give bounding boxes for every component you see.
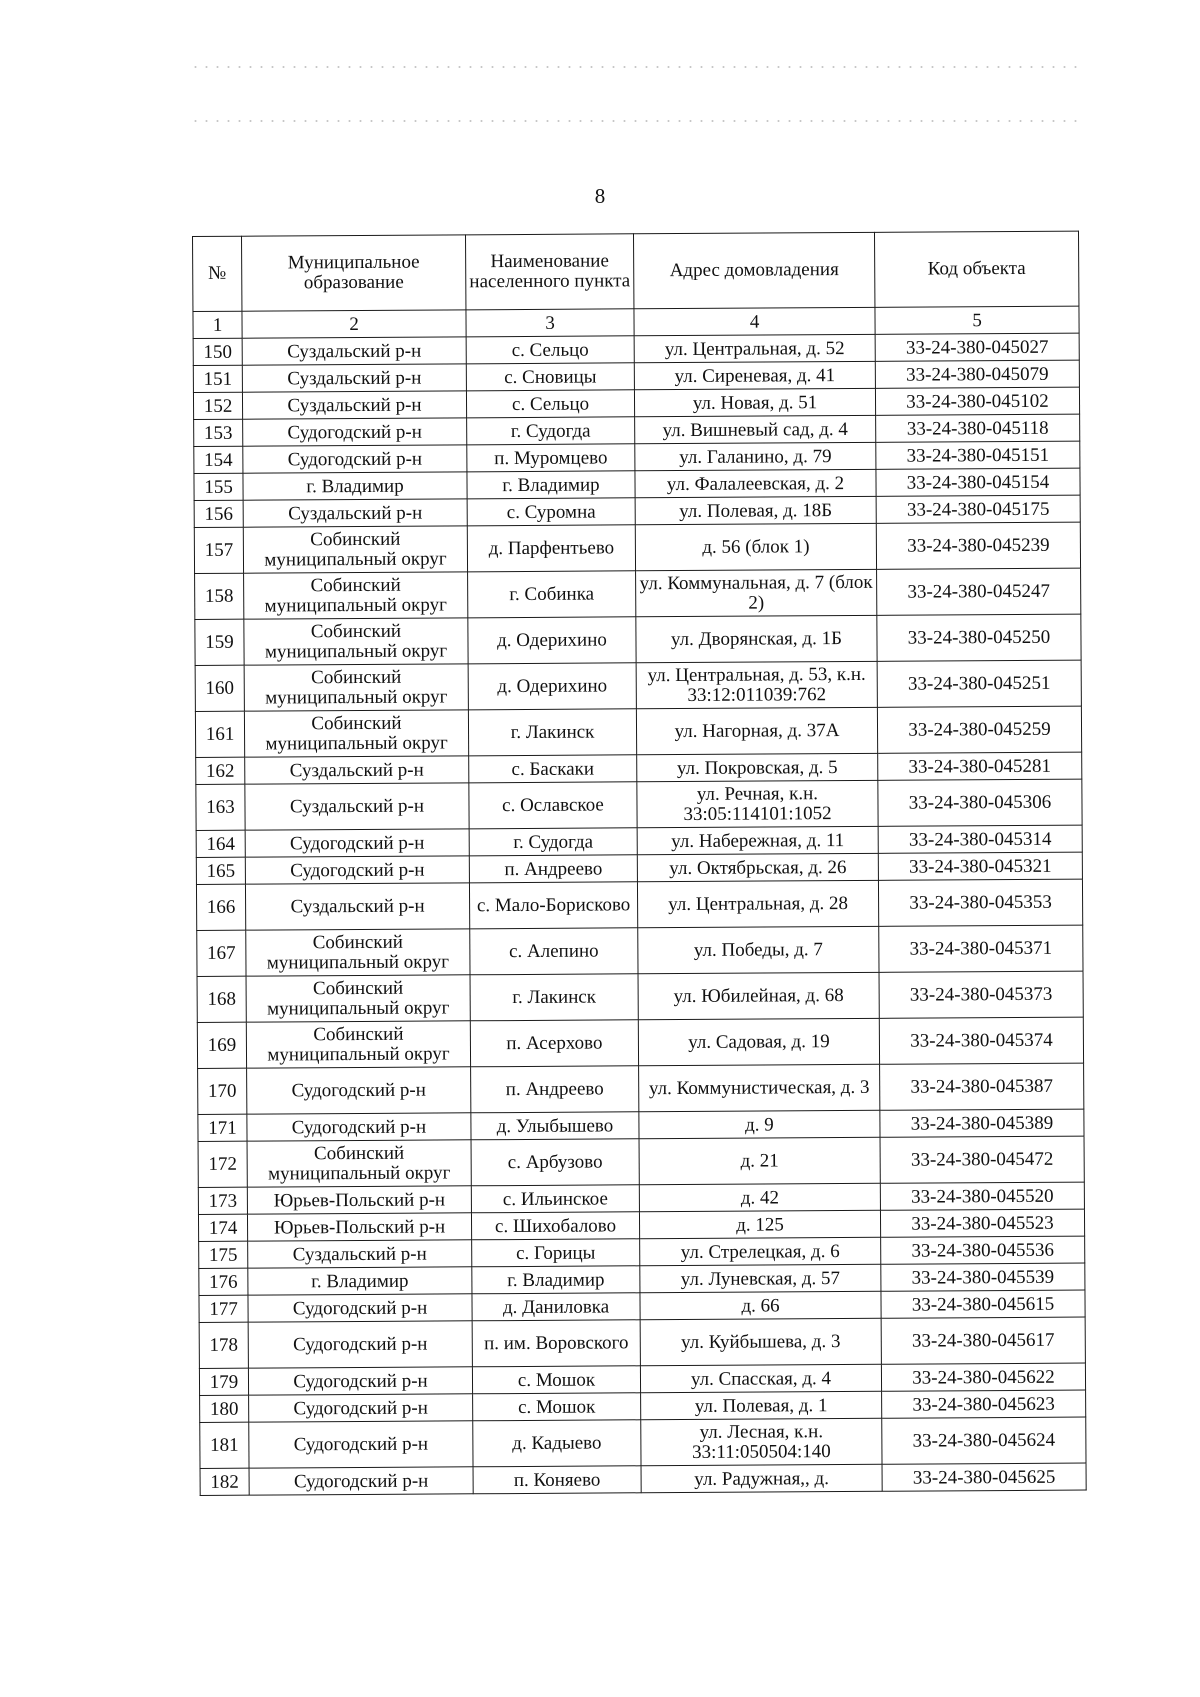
object-code-cell: 33-24-380-045373 bbox=[879, 971, 1083, 1018]
scan-artifact bbox=[190, 120, 1080, 122]
header-municipality: Муниципальное образование bbox=[242, 235, 466, 311]
row-number: 155 bbox=[194, 473, 243, 500]
municipality-cell: Судогодский р-н bbox=[243, 418, 467, 446]
object-code-cell: 33-24-380-045624 bbox=[882, 1417, 1086, 1464]
settlement-cell: с. Ославское bbox=[469, 782, 637, 829]
object-code-cell: 33-24-380-045102 bbox=[875, 387, 1079, 415]
address-cell: д. 9 bbox=[639, 1110, 880, 1138]
table-row bbox=[197, 1017, 1083, 1068]
municipality-cell: Судогодский р-н bbox=[248, 1367, 472, 1395]
table-row bbox=[200, 1417, 1086, 1468]
row-number: 162 bbox=[196, 757, 245, 784]
municipality-cell: Собинский муниципальный округ bbox=[243, 526, 467, 573]
object-code-cell: 33-24-380-045539 bbox=[881, 1263, 1085, 1291]
settlement-cell: д. Одерихино bbox=[468, 617, 636, 664]
settlement-cell: с. Арбузово bbox=[471, 1139, 639, 1186]
row-number: 170 bbox=[198, 1068, 247, 1114]
municipality-cell: Суздальский р-н bbox=[243, 499, 467, 527]
table-row bbox=[199, 1317, 1085, 1368]
scan-artifact bbox=[190, 66, 1080, 68]
object-code-cell: 33-24-380-045151 bbox=[876, 441, 1080, 469]
row-number: 179 bbox=[199, 1368, 248, 1395]
row-number: 154 bbox=[194, 446, 243, 473]
object-code-cell: 33-24-380-045247 bbox=[877, 568, 1081, 615]
object-code-cell: 33-24-380-045622 bbox=[881, 1363, 1085, 1391]
row-number: 177 bbox=[199, 1295, 248, 1322]
address-cell: ул. Луневская, д. 57 bbox=[640, 1264, 881, 1292]
settlement-cell: г. Судогда bbox=[469, 828, 637, 856]
municipality-cell: Суздальский р-н bbox=[242, 391, 466, 419]
settlement-cell: с. Суромна bbox=[467, 498, 635, 526]
municipality-cell: Судогодский р-н bbox=[248, 1321, 472, 1368]
address-cell: ул. Галанино, д. 79 bbox=[635, 442, 876, 470]
address-cell: ул. Победы, д. 7 bbox=[638, 926, 879, 973]
address-cell: ул. Коммунистическая, д. 3 bbox=[639, 1064, 880, 1111]
table-row bbox=[196, 779, 1082, 830]
municipality-cell: Судогодский р-н bbox=[248, 1294, 472, 1322]
address-cell: д. 56 (блок 1) bbox=[635, 523, 876, 570]
municipality-cell: Судогодский р-н bbox=[247, 1067, 471, 1114]
address-cell: ул. Садовая, д. 19 bbox=[638, 1018, 879, 1065]
header-settlement: Наименование населенного пункта bbox=[465, 234, 633, 310]
object-code-cell: 33-24-380-045472 bbox=[880, 1136, 1084, 1183]
column-number: 2 bbox=[242, 310, 466, 338]
municipality-cell: Судогодский р-н bbox=[249, 1394, 473, 1422]
header-number: № bbox=[193, 236, 242, 311]
object-code-cell: 33-24-380-045118 bbox=[876, 414, 1080, 442]
settlement-cell: д. Даниловка bbox=[472, 1293, 640, 1321]
address-cell: ул. Радужная,, д. bbox=[641, 1464, 882, 1492]
row-number: 156 bbox=[194, 500, 243, 527]
municipality-cell: Судогодский р-н bbox=[245, 856, 469, 884]
municipality-cell: Собинский муниципальный округ bbox=[246, 975, 470, 1022]
object-code-cell: 33-24-380-045027 bbox=[875, 333, 1079, 361]
row-number: 180 bbox=[200, 1395, 249, 1422]
row-number: 172 bbox=[198, 1141, 247, 1187]
settlement-cell: д. Улыбышево bbox=[471, 1112, 639, 1140]
page-number: 8 bbox=[594, 184, 606, 208]
table-row bbox=[197, 971, 1083, 1022]
row-number: 181 bbox=[200, 1422, 249, 1468]
column-number: 1 bbox=[193, 311, 242, 338]
object-code-cell: 33-24-380-045250 bbox=[877, 614, 1081, 661]
settlement-cell: г. Собинка bbox=[468, 571, 636, 618]
settlement-cell: с. Алепино bbox=[470, 928, 638, 975]
object-code-cell: 33-24-380-045251 bbox=[877, 660, 1081, 707]
object-code-cell: 33-24-380-045625 bbox=[882, 1463, 1086, 1491]
settlement-cell: г. Владимир bbox=[472, 1266, 640, 1294]
table-row bbox=[196, 879, 1082, 930]
row-number: 153 bbox=[194, 419, 243, 446]
header-address: Адрес домовладения bbox=[633, 232, 874, 308]
address-cell: ул. Полевая, д. 18Б bbox=[635, 496, 876, 524]
column-number: 5 bbox=[875, 306, 1079, 334]
settlement-cell: г. Лакинск bbox=[470, 974, 638, 1021]
municipality-cell: Судогодский р-н bbox=[245, 829, 469, 857]
object-code-cell: 33-24-380-045523 bbox=[880, 1209, 1084, 1237]
row-number: 167 bbox=[197, 930, 246, 976]
address-cell: ул. Покровская, д. 5 bbox=[637, 753, 878, 781]
row-number: 171 bbox=[198, 1114, 247, 1141]
settlement-cell: с. Мало-Борисково bbox=[469, 882, 637, 929]
municipality-cell: Собинский муниципальный округ bbox=[244, 710, 468, 757]
municipality-cell: Юрьев-Польский р-н bbox=[247, 1186, 471, 1214]
row-number: 150 bbox=[193, 338, 242, 365]
object-code-cell: 33-24-380-045374 bbox=[879, 1017, 1083, 1064]
object-code-cell: 33-24-380-045623 bbox=[882, 1390, 1086, 1418]
settlement-cell: д. Парфентьево bbox=[467, 525, 635, 572]
address-cell: ул. Центральная, д. 53, к.н. 33:12:011039:762 bbox=[636, 661, 877, 708]
municipality-cell: Собинский муниципальный округ bbox=[246, 929, 470, 976]
settlement-cell: д. Одерихино bbox=[468, 663, 636, 710]
settlement-cell: с. Сновицы bbox=[466, 363, 634, 391]
municipality-cell: Юрьев-Польский р-н bbox=[247, 1213, 471, 1241]
municipality-cell: Собинский муниципальный округ bbox=[244, 618, 468, 665]
settlement-cell: п. Андреево bbox=[471, 1066, 639, 1113]
row-number: 151 bbox=[193, 365, 242, 392]
row-number: 152 bbox=[193, 392, 242, 419]
table-row bbox=[195, 614, 1081, 665]
row-number: 161 bbox=[195, 711, 244, 757]
municipality-cell: Собинский муниципальный округ bbox=[244, 572, 468, 619]
object-code-cell: 33-24-380-045387 bbox=[880, 1063, 1084, 1110]
header-object-code: Код объекта bbox=[874, 231, 1078, 307]
object-code-cell: 33-24-380-045321 bbox=[878, 852, 1082, 880]
settlement-cell: п. Андреево bbox=[469, 855, 637, 883]
row-number: 158 bbox=[195, 573, 244, 619]
table-row bbox=[198, 1136, 1084, 1187]
row-number: 159 bbox=[195, 619, 244, 665]
settlement-cell: п. Муромцево bbox=[467, 444, 635, 472]
address-cell: ул. Юбилейная, д. 68 bbox=[638, 972, 879, 1019]
address-cell: д. 125 bbox=[639, 1210, 880, 1238]
row-number: 165 bbox=[196, 857, 245, 884]
address-cell: ул. Спасская, д. 4 bbox=[640, 1364, 881, 1392]
row-number: 176 bbox=[199, 1268, 248, 1295]
municipality-cell: Суздальский р-н bbox=[242, 337, 466, 365]
settlement-cell: г. Судогда bbox=[467, 417, 635, 445]
object-code-cell: 33-24-380-045239 bbox=[876, 522, 1080, 569]
municipality-cell: Собинский муниципальный округ bbox=[244, 664, 468, 711]
address-cell: ул. Сиреневая, д. 41 bbox=[634, 361, 875, 389]
row-number: 163 bbox=[196, 784, 245, 830]
row-number: 169 bbox=[197, 1022, 246, 1068]
object-code-cell: 33-24-380-045371 bbox=[879, 925, 1083, 972]
settlement-cell: п. Коняево bbox=[473, 1466, 641, 1494]
address-cell: ул. Центральная, д. 52 bbox=[634, 334, 875, 362]
settlement-cell: с. Мошок bbox=[473, 1393, 641, 1421]
object-code-cell: 33-24-380-045389 bbox=[880, 1109, 1084, 1137]
settlement-cell: д. Кадыево bbox=[473, 1420, 641, 1467]
address-cell: ул. Нагорная, д. 37А bbox=[636, 707, 877, 754]
address-cell: д. 42 bbox=[639, 1183, 880, 1211]
municipality-cell: г. Владимир bbox=[243, 472, 467, 500]
object-code-cell: 33-24-380-045617 bbox=[881, 1317, 1085, 1364]
address-cell: ул. Октябрьская, д. 26 bbox=[637, 853, 878, 881]
row-number: 175 bbox=[199, 1241, 248, 1268]
settlement-cell: п. Асерхово bbox=[470, 1020, 638, 1067]
object-code-cell: 33-24-380-045281 bbox=[878, 752, 1082, 780]
settlement-cell: с. Шихобалово bbox=[471, 1212, 639, 1240]
table-row bbox=[195, 568, 1081, 619]
object-code-cell: 33-24-380-045520 bbox=[880, 1182, 1084, 1210]
address-cell: ул. Коммунальная, д. 7 (блок 2) bbox=[636, 569, 877, 616]
table-body bbox=[193, 333, 1086, 1495]
settlement-cell: г. Владимир bbox=[467, 471, 635, 499]
municipality-cell: Суздальский р-н bbox=[245, 783, 469, 830]
settlement-cell: с. Горицы bbox=[472, 1239, 640, 1267]
address-cell: ул. Новая, д. 51 bbox=[634, 388, 875, 416]
address-cell: ул. Речная, к.н. 33:05:114101:1052 bbox=[637, 780, 878, 827]
table-container bbox=[192, 231, 1086, 1496]
row-number: 174 bbox=[198, 1214, 247, 1241]
table-header-row bbox=[193, 231, 1079, 311]
settlement-cell: г. Лакинск bbox=[468, 709, 636, 756]
table-row bbox=[195, 706, 1081, 757]
row-number: 168 bbox=[197, 976, 246, 1022]
municipality-cell: Собинский муниципальный округ bbox=[247, 1140, 471, 1187]
row-number: 164 bbox=[196, 830, 245, 857]
object-code-cell: 33-24-380-045154 bbox=[876, 468, 1080, 496]
address-cell: ул. Центральная, д. 28 bbox=[637, 880, 878, 927]
address-cell: ул. Дворянская, д. 1Б bbox=[636, 615, 877, 662]
settlement-cell: с. Сельцо bbox=[466, 390, 634, 418]
municipality-cell: Суздальский р-н bbox=[245, 756, 469, 784]
municipality-cell: Судогодский р-н bbox=[249, 1421, 473, 1468]
row-number: 178 bbox=[199, 1322, 248, 1368]
municipality-cell: Судогодский р-н bbox=[247, 1113, 471, 1141]
municipality-cell: Судогодский р-н bbox=[243, 445, 467, 473]
households-table bbox=[192, 231, 1087, 1496]
column-number: 4 bbox=[634, 307, 875, 335]
address-cell: д. 21 bbox=[639, 1137, 880, 1184]
municipality-cell: Суздальский р-н bbox=[242, 364, 466, 392]
municipality-cell: г. Владимир bbox=[248, 1267, 472, 1295]
settlement-cell: п. им. Воровского bbox=[472, 1320, 640, 1367]
address-cell: ул. Полевая, д. 1 bbox=[641, 1391, 882, 1419]
table-row bbox=[198, 1063, 1084, 1114]
settlement-cell: с. Сельцо bbox=[466, 336, 634, 364]
row-number: 160 bbox=[195, 665, 244, 711]
column-number: 3 bbox=[466, 309, 634, 337]
address-cell: ул. Куйбышева, д. 3 bbox=[640, 1318, 881, 1365]
table-row bbox=[200, 1463, 1086, 1495]
table-row bbox=[197, 925, 1083, 976]
object-code-cell: 33-24-380-045536 bbox=[881, 1236, 1085, 1264]
address-cell: д. 66 bbox=[640, 1291, 881, 1319]
municipality-cell: Судогодский р-н bbox=[249, 1467, 473, 1495]
row-number: 157 bbox=[194, 527, 243, 573]
settlement-cell: с. Баскаки bbox=[469, 755, 637, 783]
address-cell: ул. Стрелецкая, д. 6 bbox=[640, 1237, 881, 1265]
address-cell: ул. Лесная, к.н. 33:11:050504:140 bbox=[641, 1418, 882, 1465]
municipality-cell: Суздальский р-н bbox=[248, 1240, 472, 1268]
address-cell: ул. Набережная, д. 11 bbox=[637, 826, 878, 854]
table-row bbox=[195, 660, 1081, 711]
settlement-cell: с. Ильинское bbox=[471, 1185, 639, 1213]
row-number: 173 bbox=[198, 1187, 247, 1214]
object-code-cell: 33-24-380-045306 bbox=[878, 779, 1082, 826]
municipality-cell: Собинский муниципальный округ bbox=[246, 1021, 470, 1068]
municipality-cell: Суздальский р-н bbox=[245, 883, 469, 930]
table-row bbox=[194, 522, 1080, 573]
address-cell: ул. Фалалеевская, д. 2 bbox=[635, 469, 876, 497]
object-code-cell: 33-24-380-045353 bbox=[878, 879, 1082, 926]
object-code-cell: 33-24-380-045079 bbox=[875, 360, 1079, 388]
object-code-cell: 33-24-380-045259 bbox=[877, 706, 1081, 753]
object-code-cell: 33-24-380-045615 bbox=[881, 1290, 1085, 1318]
object-code-cell: 33-24-380-045314 bbox=[878, 825, 1082, 853]
address-cell: ул. Вишневый сад, д. 4 bbox=[635, 415, 876, 443]
row-number: 166 bbox=[196, 884, 245, 930]
object-code-cell: 33-24-380-045175 bbox=[876, 495, 1080, 523]
row-number: 182 bbox=[200, 1468, 249, 1495]
settlement-cell: с. Мошок bbox=[472, 1366, 640, 1394]
